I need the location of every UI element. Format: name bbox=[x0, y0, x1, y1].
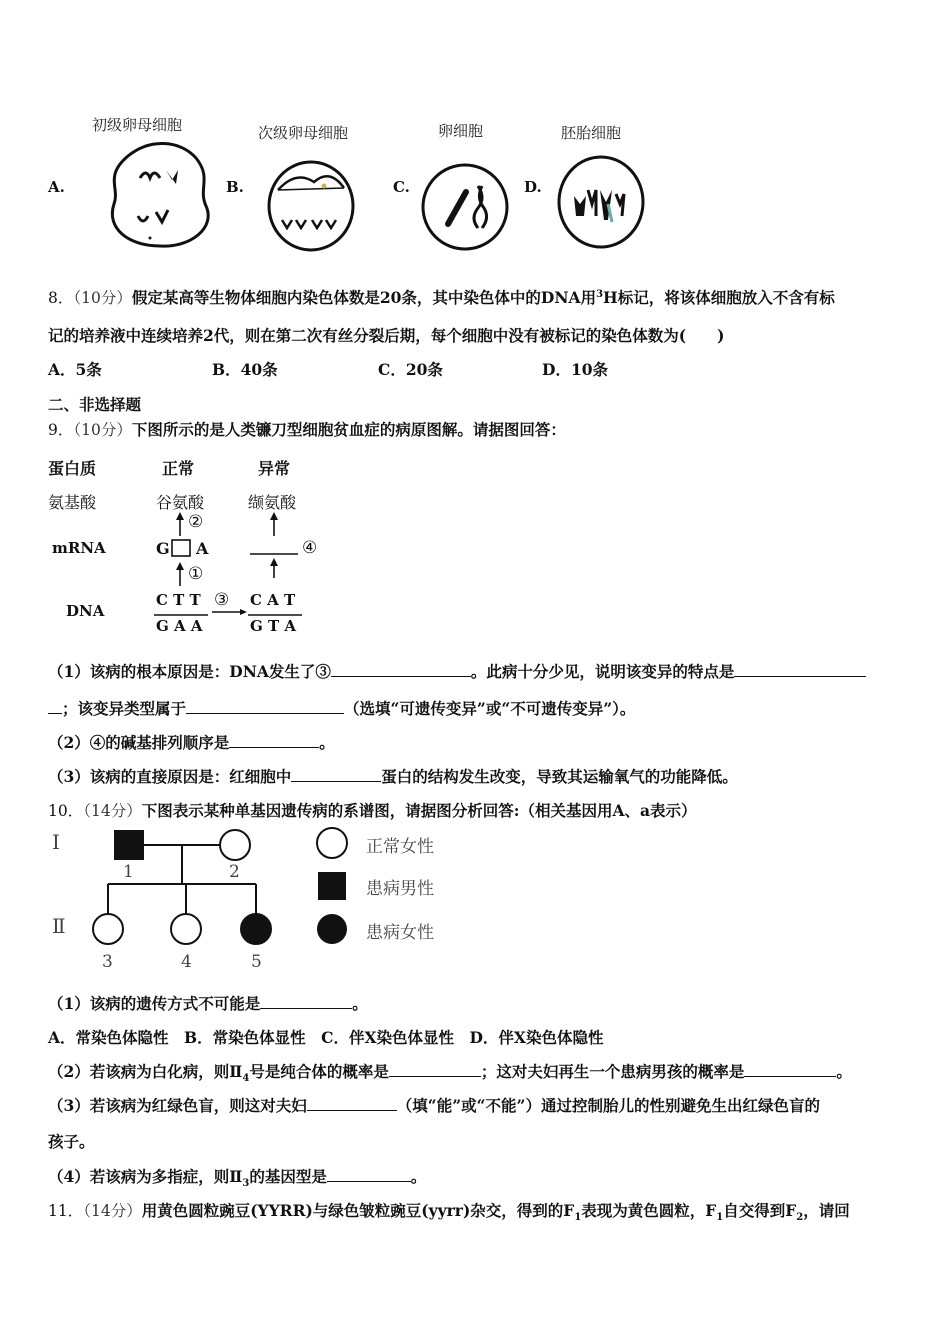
fig-mark-3: ③ bbox=[214, 590, 230, 610]
q10-s2-blank-1[interactable] bbox=[389, 1062, 481, 1077]
q8-option-c: C．20条 bbox=[378, 360, 443, 379]
q10-s3-text-a: （3）若该病为红绿色盲，则这对夫妇 bbox=[48, 1096, 307, 1115]
q9-s2-text-a: （2）④的碱基排列顺序是 bbox=[48, 733, 230, 752]
caption-d: 胚胎细胞 bbox=[561, 124, 622, 142]
q10-s2-blank-2[interactable] bbox=[744, 1062, 836, 1077]
q9-s1-text-b: 。此病十分少见，说明该变异的特点是 bbox=[470, 662, 735, 681]
q8-text-1: 假定某高等生物体细胞内染色体数是20条，其中染色体中的DNA用 bbox=[131, 288, 597, 307]
q9-s1-blank-2[interactable] bbox=[734, 662, 866, 677]
fig-mark-1: ① bbox=[188, 564, 204, 584]
fig-header-protein: 蛋白质 bbox=[48, 459, 97, 478]
legend-affected-male-icon bbox=[318, 872, 346, 900]
fig-row-dna: DNA bbox=[66, 602, 105, 620]
pedigree-id-4: 4 bbox=[181, 952, 192, 972]
q11-sub-1: 1 bbox=[574, 1212, 582, 1224]
q9-s1-blank-3[interactable] bbox=[186, 699, 344, 714]
q11-text-4: ，请回 bbox=[803, 1201, 850, 1220]
q10-stem-text: 下图表示某种单基因遗传病的系谱图，请据图分析回答:（相关基因用A、a表示） bbox=[141, 801, 697, 820]
fig-dna-top-abnormal: C A T bbox=[250, 591, 296, 609]
q11-number: 11． bbox=[48, 1202, 84, 1220]
fig-dna-bottom-abnormal: G T A bbox=[250, 617, 297, 635]
q10-sub4 bbox=[48, 1165, 426, 1189]
legend-affected-female-icon bbox=[317, 914, 347, 944]
q8-score: （10分） bbox=[73, 289, 132, 307]
q9-s2-text-b: 。 bbox=[319, 733, 335, 752]
q11-text-3: 自交得到F bbox=[723, 1201, 797, 1220]
legend-normal-female: 正常女性 bbox=[366, 837, 434, 857]
option-d-label: D. bbox=[524, 178, 542, 196]
pedigree-chart bbox=[80, 826, 280, 946]
q11-text-2: 表现为黄色圆粒，F bbox=[581, 1201, 717, 1220]
fig-dna-bottom-normal: G A A bbox=[156, 617, 203, 635]
pedigree-gen-1: Ⅰ bbox=[52, 830, 60, 854]
q8-text-2: H标记，将该体细胞放入不含有标 bbox=[603, 288, 835, 307]
q9-s1-blank-2-cont[interactable] bbox=[48, 699, 62, 714]
q10-s1-text-a: （1）该病的遗传方式不可能是 bbox=[48, 994, 261, 1013]
q10-s3-blank[interactable] bbox=[307, 1096, 397, 1111]
q9-score: （10分） bbox=[73, 421, 132, 439]
q9-s1-text-c: ；该变异类型属于 bbox=[62, 699, 187, 718]
individual-1 bbox=[114, 830, 144, 860]
q9-stem-text: 下图所示的是人类镰刀型细胞贫血症的病原图解。请据图回答： bbox=[131, 420, 566, 439]
fig-header-abnormal: 异常 bbox=[258, 459, 291, 478]
q8-line2: 记的培养液中连续培养2代，则在第二次有丝分裂后期，每个细胞中没有被标记的染色体数为( ) bbox=[48, 326, 725, 345]
caption-b: 次级卵母细胞 bbox=[258, 124, 349, 142]
q9-sub1-line1 bbox=[48, 660, 866, 682]
q9-s3-blank[interactable] bbox=[291, 767, 381, 782]
fig-arrows bbox=[150, 508, 310, 638]
legend-affected-male: 患病男性 bbox=[366, 879, 434, 899]
q10-sub1-options: A．常染色体隐性 B．常染色体显性 C．伴X染色体显性 D．伴X染色体隐性 bbox=[48, 1028, 604, 1047]
option-c-label: C. bbox=[393, 178, 410, 196]
q10-s1-text-b: 。 bbox=[352, 994, 368, 1013]
fig-aa-normal: 谷氨酸 bbox=[156, 493, 205, 512]
q11-sub-2: 1 bbox=[716, 1212, 724, 1224]
q9-s3-text-b: 蛋白的结构发生改变，导致其运输氧气的功能降低。 bbox=[381, 767, 738, 786]
fig-mrna-left: G bbox=[156, 539, 170, 558]
q10-s4-text-b: 的基因型是 bbox=[249, 1167, 327, 1186]
caption-c: 卵细胞 bbox=[438, 122, 484, 140]
embryo-cell-image bbox=[556, 154, 646, 250]
q10-s4-text-c: 。 bbox=[410, 1167, 427, 1186]
q11-score: （14分） bbox=[83, 1202, 142, 1220]
q10-stem bbox=[48, 799, 697, 821]
q10-sub2 bbox=[48, 1060, 852, 1084]
q10-score: （14分） bbox=[83, 802, 142, 820]
pedigree-gen-2: Ⅱ bbox=[52, 914, 66, 938]
fig-header-normal: 正常 bbox=[162, 459, 195, 478]
q8-option-b: B．40条 bbox=[212, 360, 278, 379]
q11-text-1: 用黄色圆粒豌豆(YYRR)与绿色皱粒豌豆(yyrr)杂交，得到的F bbox=[141, 1201, 575, 1220]
q9-s1-blank-1[interactable] bbox=[331, 662, 471, 677]
q10-sub3-line1 bbox=[48, 1094, 820, 1116]
q8-iso-sup: 3 bbox=[596, 288, 604, 300]
section-title: 二、非选择题 bbox=[48, 395, 142, 414]
caption-a: 初级卵母细胞 bbox=[92, 116, 183, 134]
pedigree-legend-symbols bbox=[314, 826, 354, 950]
ovum-image bbox=[420, 162, 510, 252]
fig-mark-2: ② bbox=[188, 512, 204, 532]
fig-row-aa: 氨基酸 bbox=[48, 493, 97, 512]
q9-sub2 bbox=[48, 731, 335, 753]
pedigree-id-3: 3 bbox=[102, 952, 113, 972]
q11-sub-3: 2 bbox=[796, 1212, 804, 1224]
q8-line1 bbox=[48, 286, 835, 308]
pedigree-id-2: 2 bbox=[229, 862, 240, 882]
q10-sub3-line2: 孩子。 bbox=[48, 1132, 95, 1151]
q9-sub3 bbox=[48, 765, 738, 787]
q8-number: 8． bbox=[48, 289, 74, 307]
q8-option-d: D．10条 bbox=[542, 360, 609, 379]
individual-2 bbox=[220, 830, 250, 860]
fig-mrna-right: A bbox=[196, 539, 209, 558]
q10-s1-blank[interactable] bbox=[260, 994, 352, 1009]
option-b-label: B. bbox=[226, 178, 244, 196]
q9-sub1-line2 bbox=[48, 697, 635, 719]
q10-s3-text-b: （填“能”或“不能”）通过控制胎儿的性别避免生出红绿色盲的 bbox=[396, 1096, 820, 1115]
primary-oocyte-image bbox=[100, 136, 220, 252]
secondary-oocyte-image bbox=[264, 150, 358, 254]
pedigree-id-1: 1 bbox=[123, 862, 134, 882]
q9-s3-text-a: （3）该病的直接原因是：红细胞中 bbox=[48, 767, 292, 786]
pedigree-id-5: 5 bbox=[251, 952, 262, 972]
q10-s4-text-a: （4）若该病为多指症，则Ⅱ bbox=[48, 1167, 243, 1186]
option-a-label: A. bbox=[48, 178, 65, 196]
q10-s2-text-c: ；这对夫妇再生一个患病男孩的概率是 bbox=[480, 1062, 745, 1081]
q9-s1-text-d: （选填“可遗传变异”或“不可遗传变异”）。 bbox=[344, 699, 636, 718]
fig-row-mrna: mRNA bbox=[52, 539, 106, 557]
q9-s1-text-a: （1）该病的根本原因是：DNA发生了③ bbox=[48, 662, 331, 681]
q10-number: 10． bbox=[48, 802, 84, 820]
q10-s2-text-a: （2）若该病为白化病，则Ⅱ bbox=[48, 1062, 243, 1081]
q10-s2-text-d: 。 bbox=[836, 1062, 852, 1081]
fig-dna-top-normal: C T T bbox=[156, 591, 201, 609]
q10-s2-sub: 4 bbox=[242, 1073, 250, 1085]
q9-number: 9． bbox=[48, 421, 74, 439]
q9-stem bbox=[48, 418, 566, 440]
q10-s2-text-b: 号是纯合体的概率是 bbox=[249, 1062, 389, 1081]
q11-line1 bbox=[48, 1199, 850, 1223]
fig-mark-4: ④ bbox=[302, 538, 318, 558]
individual-3 bbox=[93, 914, 123, 944]
individual-4 bbox=[171, 914, 201, 944]
legend-normal-female-icon bbox=[317, 828, 347, 858]
legend-affected-female: 患病女性 bbox=[366, 923, 434, 943]
individual-5 bbox=[241, 914, 271, 944]
q9-s2-blank[interactable] bbox=[229, 733, 319, 748]
q10-sub1 bbox=[48, 992, 368, 1014]
q10-s4-sub: 3 bbox=[242, 1178, 250, 1190]
q8-option-a: A．5条 bbox=[48, 360, 102, 379]
q10-s4-blank[interactable] bbox=[327, 1167, 411, 1182]
fig-aa-abnormal: 缬氨酸 bbox=[248, 493, 297, 512]
